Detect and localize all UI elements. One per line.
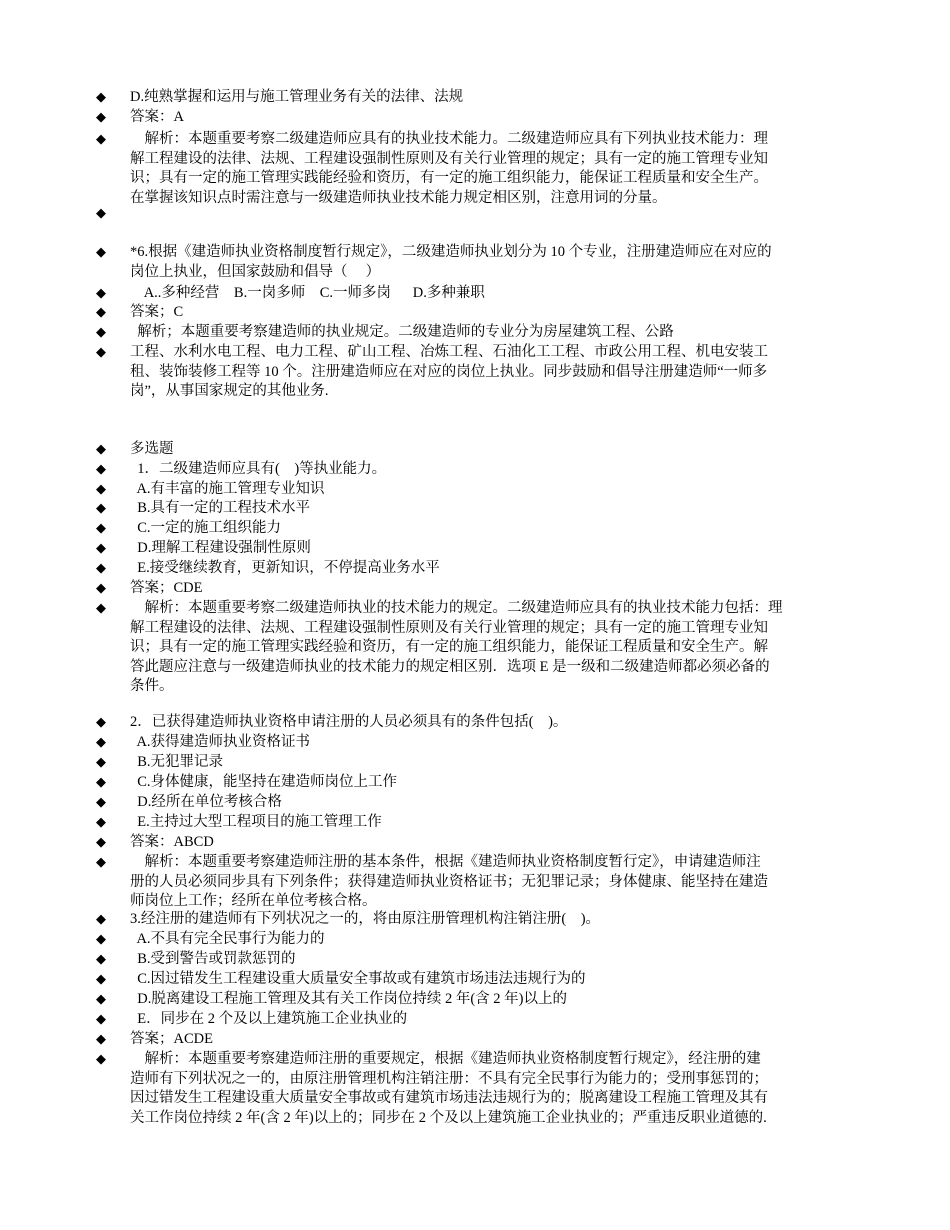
paragraph-text-line: 多选题 (130, 441, 174, 457)
paragraph-text-line: B.受到警告或罚款惩罚的 (130, 951, 296, 967)
diamond-bullet-icon: ◆ (96, 90, 106, 105)
paragraph-text-line: B.具有一定的工程技术水平 (130, 500, 311, 516)
paragraph-text-line: A..多种经营 B.一岗多师 C.一师多岗 D.多种兼职 (130, 285, 485, 301)
paragraph-text-line: 师岗位上工作；经所在单位考核合格。 (130, 893, 377, 910)
diamond-bullet-icon: ◆ (96, 735, 106, 750)
diamond-bullet-icon: ◆ (96, 245, 106, 260)
paragraph-text-line: 答案；ACDE (130, 1031, 213, 1047)
diamond-bullet-icon: ◆ (96, 855, 106, 870)
diamond-bullet-icon: ◆ (96, 815, 106, 830)
paragraph-text-line: 识；具有一定的施工管理实践经验和资历，有一定的施工组织能力，能保证工程质量和安全生产。解 (130, 639, 768, 656)
paragraph-text-line: 1．二级建造师应具有( )等执业能力。 (130, 461, 387, 477)
diamond-bullet-icon: ◆ (96, 715, 106, 730)
paragraph-text-line: 答案；C (130, 304, 184, 320)
diamond-bullet-icon: ◆ (96, 462, 106, 477)
paragraph-text-line: 解析：本题重要考察建造师注册的重要规定，根据《建造师执业资格制度暂行规定》，经注册的建 (130, 1051, 761, 1067)
paragraph-text-line: 岗位上执业，但国家鼓励和倡导（ ） (130, 263, 381, 280)
diamond-bullet-icon: ◆ (96, 601, 106, 616)
paragraph-text-line: 解工程建设的法律、法规、工程建设强制性原则及有关行业管理的规定；具有一定的施工管理专业知 (130, 619, 768, 636)
paragraph-text-line: 租、装饰装修工程等 10 个。注册建造师应在对应的岗位上执业。同步鼓励和倡导注册建造师“一师多 (130, 363, 768, 380)
paragraph-text-line: *6.根据《建造师执业资格制度暂行规定》，二级建造师执业划分为 10 个专业，注册建造师应在对应的 (130, 244, 772, 260)
diamond-bullet-icon: ◆ (96, 561, 106, 576)
diamond-bullet-icon: ◆ (96, 132, 106, 147)
paragraph-text-line: E.接受继续教育，更新知识，不停提高业务水平 (130, 560, 440, 576)
diamond-bullet-icon: ◆ (96, 755, 106, 770)
diamond-bullet-icon: ◆ (96, 912, 106, 927)
paragraph-text-line: 解析；本题重要考察建造师的执业规定。二级建造师的专业分为房屋建筑工程、公路 (130, 324, 674, 340)
diamond-bullet-icon: ◆ (96, 835, 106, 850)
paragraph-text-line: B.无犯罪记录 (130, 754, 224, 770)
paragraph-text-line: 识；具有一定的施工管理实践能经验和资历，有一定的施工组织能力，能保证工程质量和安全生产。 (130, 170, 768, 187)
paragraph-text-line: 岗”，从事国家规定的其他业务. (130, 383, 329, 400)
paragraph-text-line: 解析：本题重要考察二级建造师应具有的执业技术能力。二级建造师应具有下列执业技术能力：理 (130, 131, 768, 147)
paragraph-text-line: 答此题应注意与一级建造师执业的技术能力的规定相区别．选项 E 是一级和二级建造师都必须必备的 (130, 658, 770, 675)
diamond-bullet-icon: ◆ (96, 110, 106, 125)
paragraph-text-line: D.脱离建设工程施工管理及其有关工作岗位持续 2 年(含 2 年)以上的 (130, 991, 568, 1007)
paragraph-text-line: 解析：本题重要考察二级建造师执业的技术能力的规定。二级建造师应具有的执业技术能力包括：理 (130, 600, 783, 616)
paragraph-text-line: D.理解工程建设强制性原则 (130, 540, 311, 556)
paragraph-text-line: C.因过错发生工程建设重大质量安全事故或有建筑市场违法违规行为的 (130, 971, 586, 987)
paragraph-text-line: C.身体健康，能坚持在建造师岗位上工作 (130, 774, 398, 790)
paragraph-text-line: 答案：ABCD (130, 834, 214, 850)
diamond-bullet-icon: ◆ (96, 482, 106, 497)
diamond-bullet-icon: ◆ (96, 775, 106, 790)
paragraph-text-line: 在掌握该知识点时需注意与一级建造师执业技术能力规定相区别，注意用词的分量。 (130, 189, 667, 206)
paragraph-text-line: D.经所在单位考核合格 (130, 794, 282, 810)
paragraph-text-line: 因过错发生工程建设重大质量安全事故或有建筑市场违法违规行为的；脱离建设工程施工管理及其有 (130, 1090, 768, 1107)
diamond-bullet-icon: ◆ (96, 521, 106, 536)
diamond-bullet-icon: ◆ (96, 305, 106, 320)
diamond-bullet-icon: ◆ (96, 1032, 106, 1047)
paragraph-text-line: 3.经注册的建造师有下列状况之一的，将由原注册管理机构注销注册( )。 (130, 911, 601, 927)
diamond-bullet-icon: ◆ (96, 992, 106, 1007)
diamond-bullet-icon: ◆ (96, 1012, 106, 1027)
diamond-bullet-icon: ◆ (96, 501, 106, 516)
paragraph-text-line: 2．已获得建造师执业资格申请注册的人员必须具有的条件包括( )。 (130, 714, 568, 730)
diamond-bullet-icon: ◆ (96, 972, 106, 987)
diamond-bullet-icon: ◆ (96, 952, 106, 967)
diamond-bullet-icon: ◆ (96, 795, 106, 810)
diamond-bullet-icon: ◆ (96, 541, 106, 556)
diamond-bullet-icon: ◆ (96, 932, 106, 947)
diamond-bullet-icon: ◆ (96, 325, 106, 340)
diamond-bullet-icon: ◆ (96, 206, 106, 221)
diamond-bullet-icon: ◆ (96, 345, 106, 360)
paragraph-text-line: 工程、水利水电工程、电力工程、矿山工程、冶炼工程、石油化工工程、市政公用工程、机电安装工 (130, 344, 768, 360)
paragraph-text-line: 解析：本题重要考察建造师注册的基本条件，根据《建造师执业资格制度暂行定》，申请建造师注 (130, 854, 761, 870)
paragraph-text-line: 答案；CDE (130, 580, 203, 596)
diamond-bullet-icon: ◆ (96, 442, 106, 457)
paragraph-text-line: 解工程建设的法律、法规、工程建设强制性原则及有关行业管理的规定；具有一定的施工管理专业知 (130, 150, 768, 167)
paragraph-text-line: A.不具有完全民事行为能力的 (130, 931, 325, 947)
paragraph-text-line: D.纯熟掌握和运用与施工管理业务有关的法律、法规 (130, 89, 464, 105)
paragraph-text-line: A.获得建造师执业资格证书 (130, 734, 311, 750)
paragraph-text-line: 答案：A (130, 109, 184, 125)
paragraph-text-line: E．同步在 2 个及以上建筑施工企业执业的 (130, 1011, 408, 1027)
paragraph-text-line: A.有丰富的施工管理专业知识 (130, 481, 325, 497)
paragraph-text-line: E.主持过大型工程项目的施工管理工作 (130, 814, 382, 830)
diamond-bullet-icon: ◆ (96, 286, 106, 301)
paragraph-text-line: 关工作岗位持续 2 年(含 2 年)以上的；同步在 2 个及以上建筑施工企业执业的；严重违反职业道德的. (130, 1109, 767, 1126)
diamond-bullet-icon: ◆ (96, 1052, 106, 1067)
paragraph-text-line: 册的人员必须同步具有下列条件；获得建造师执业资格证书；无犯罪记录；身体健康、能坚持在建造 (130, 873, 768, 890)
diamond-bullet-icon: ◆ (96, 581, 106, 596)
paragraph-text-line: 条件。 (130, 678, 174, 695)
paragraph-text-line: 造师有下列状况之一的，由原注册管理机构注销注册：不具有完全民事行为能力的；受刑事惩罚的； (130, 1070, 768, 1087)
paragraph-text-line: C.一定的施工组织能力 (130, 520, 282, 536)
